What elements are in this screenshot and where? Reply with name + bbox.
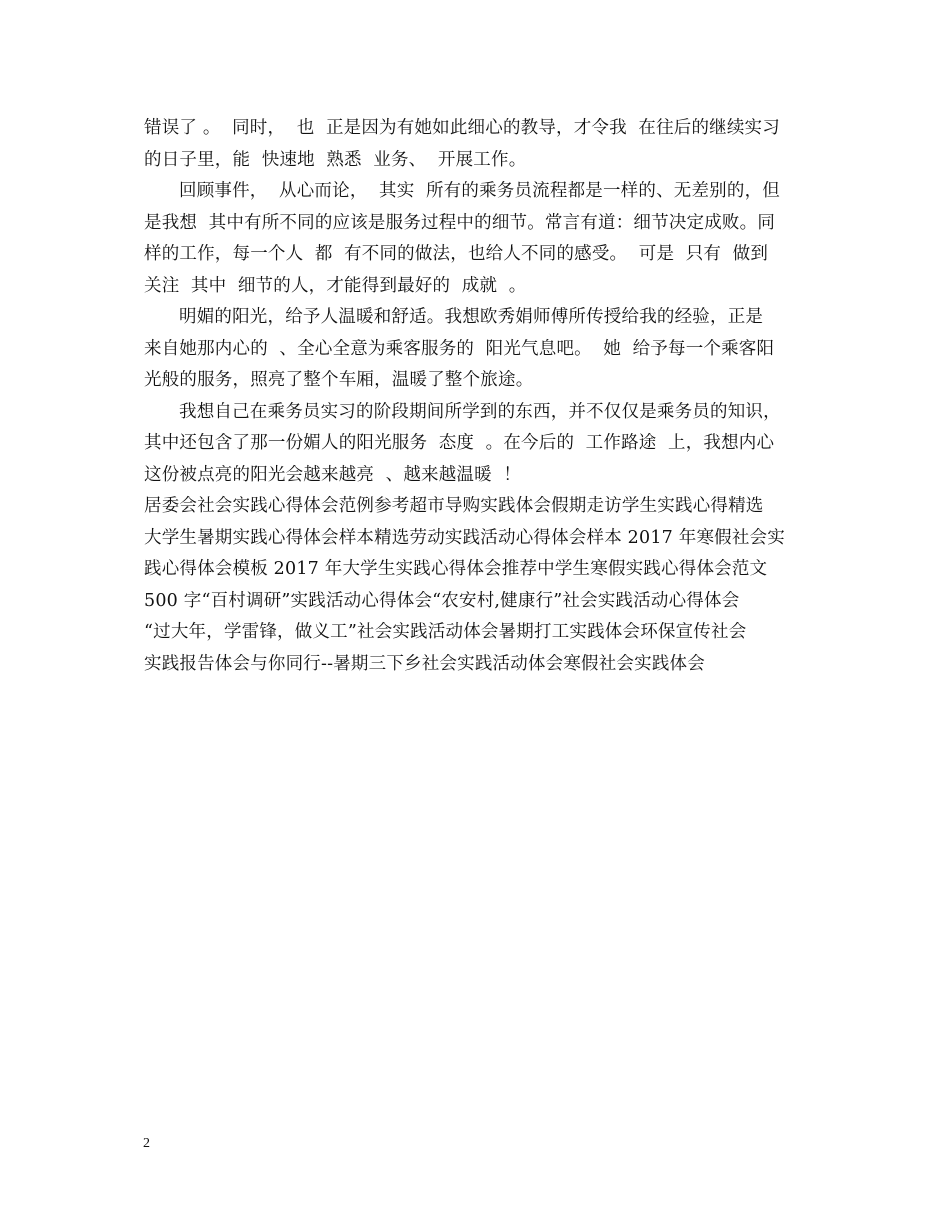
related-links-line: 实践报告体会与你同行--暑期三下乡社会实践活动体会寒假社会实践体会 (144, 653, 705, 674)
related-links-line: 居委会社会实践心得体会范例参考超市导购实践体会假期走访学生实践心得精选 (144, 496, 764, 516)
text-line: 的日子里，能 快速地 熟悉 业务、 开展工作。 (144, 149, 527, 170)
related-links-line: 500 字“百村调研”实践活动心得体会“农安村,健康行”社会实践活动心得体会 (144, 590, 740, 611)
text-line: 明媚的阳光，给予人温暖和舒适。我想欧秀娟师傅所传授给我的经验，正是 (179, 307, 764, 327)
page-number: 2 (143, 1136, 150, 1151)
text-line: 其中还包含了那一份媚人的阳光服务 态度 。在今后的 工作路途 上，我想内心 (144, 433, 775, 453)
document-body (144, 113, 814, 680)
text-line: 是我想 其中有所不同的应该是服务过程中的细节。常言有道：细节决定成败。同 (144, 212, 776, 233)
text-line: 错误了 。 同时， 也 正是因为有她如此细心的教导，才令我 在往后的继续实习 (144, 118, 780, 138)
related-links-line: “过大年，学雷锋，做义工”社会实践活动体会暑期打工实践体会环保宣传社会 (144, 622, 747, 642)
text-line: 关注 其中 细节的人，才能得到最好的 成就 。 (144, 275, 527, 296)
text-line: 来自她那内心的 、全心全意为乘客服务的 阳光气息吧。 她 给予每一个乘客阳 (144, 338, 775, 359)
text-line: 样的工作，每一个人 都 有不同的做法，也给人不同的感受。 可是 只有 做到 (144, 244, 769, 264)
text-line: 回顾事件， 从心而论， 其实 所有的乘务员流程都是一样的、无差别的，但 (179, 181, 780, 201)
text-line: 这份被点亮的阳光会越来越亮 、越来越温暖 ！ (144, 464, 522, 485)
text-line: 我想自己在乘务员实习的阶段期间所学到的东西，并不仅仅是乘务员的知识， (179, 401, 781, 422)
text-line: 光般的服务，照亮了整个车厢，温暖了整个旅途。 (144, 370, 534, 390)
related-links-line: 践心得体会模板 2017 年大学生实践心得体会推荐中学生寒假实践心得体会范文 (144, 559, 768, 579)
related-links-line: 大学生暑期实践心得体会样本精选劳动实践活动心得体会样本 2017 年寒假社会实 (144, 527, 785, 548)
